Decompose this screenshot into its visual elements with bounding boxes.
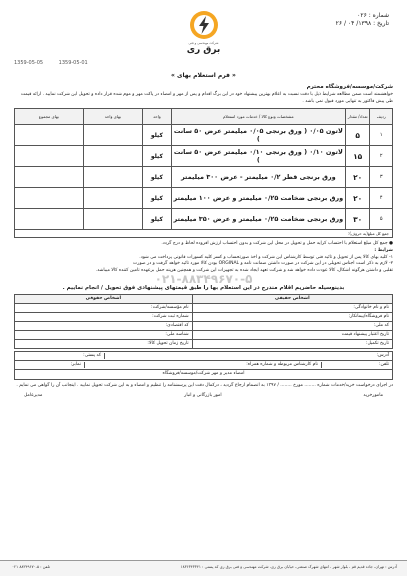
- vendor-signature-field[interactable]: امضاء مدیر و مهر شرکت/موسسه/فروشگاه: [162, 371, 245, 377]
- address-field[interactable]: آدرس:: [376, 352, 389, 358]
- signature-row: [15, 370, 392, 379]
- row-total-cell[interactable]: [15, 209, 84, 230]
- row-idx: ۲: [370, 146, 393, 167]
- row-price-cell[interactable]: [83, 167, 142, 188]
- row-total-cell[interactable]: [15, 146, 84, 167]
- table-row: [15, 312, 393, 321]
- info-field[interactable]: نام مؤسسه/شرکت:: [15, 303, 193, 312]
- row-unit: کیلو: [143, 188, 172, 209]
- row-unit: کیلو: [143, 146, 172, 167]
- row-unit: کیلو: [143, 209, 172, 230]
- row-idx: ۵: [370, 209, 393, 230]
- fax-field[interactable]: نمابر:: [15, 362, 85, 368]
- watermark-phone: ۰۲۱-۸۸۳۴۹۶۷۰-۵: [154, 271, 253, 286]
- addressee: شرکت/موسسه/فروشگاه محترم: [306, 83, 393, 90]
- table-row: [15, 339, 393, 348]
- items-header-row: [15, 109, 393, 125]
- col-real-persons: اشخاص حقیقی: [192, 294, 392, 303]
- row-desc: لاتون ۰/۰۵ ( ورق برنجی ۰/۰۵ میلیمتر عرض ۵۰ سانت ): [171, 125, 345, 146]
- tel-field[interactable]: تلفن:: [379, 361, 389, 367]
- note-line: ۱- کلیه بهای کالا پس از تحویل و تائید فنی توسط کارشناس این شرکت و اخذ صورتحساب و کسر کلیه کسورات قانونی پرداخت می شود.: [139, 254, 393, 260]
- table-row: [15, 125, 393, 146]
- referral-note: در اجرای درخواست خرید/خدمات شماره ........ مورخ ........ / ۱۳۹۷ به انضمام ارجاع گردید ، درکمال دقت این پرسشنامه را تنظیم و امضاء و به این شرکت تحویل نمایید . اینجانب آن را گواهی می نمایم .: [16, 382, 393, 388]
- info-field[interactable]: نام و نام خانوادگی:: [192, 303, 392, 312]
- header-price: بهای واحد: [83, 109, 142, 125]
- row-unit: کیلو: [143, 167, 172, 188]
- registration-info: [336, 12, 389, 28]
- info-header-row: [15, 294, 393, 303]
- vendor-info-table: [14, 294, 393, 349]
- lightning-logo-icon: [189, 10, 219, 40]
- letter-date: تاریخ : ۱۳۹۸/ ۰۴ / ۲۶: [335, 20, 389, 27]
- row-idx: ۱: [370, 125, 393, 146]
- logo-caption: شرکت مهندسی و فنی: [188, 41, 219, 45]
- row-qty: ۲۰: [345, 188, 370, 209]
- row-idx: ۳: [370, 167, 393, 188]
- footer-address: آدرس : تهران، جاده قدیم قم ، بلوار شهر ، انتهای شهرک صنعتی، خیابان برق ری، شرکت مهندسی و فنی برق ری کد پستی : ۱۸۳۶۳۴۳۳۴۱: [180, 564, 397, 569]
- table-row: [15, 209, 393, 230]
- table-row: [15, 321, 393, 330]
- page-footer: [0, 560, 407, 576]
- ceo-signature: مدیرعامل: [24, 393, 43, 399]
- footer-tel: تلفن : ۵-۸۸۳۴۹۶۷۰ ۰۲۱: [12, 564, 50, 569]
- info-field[interactable]: تاریخ اعتبار پیشنهاد قیمت: [192, 330, 392, 339]
- row-idx: ۴: [370, 188, 393, 209]
- note-line: شرایط :: [374, 248, 393, 254]
- items-table: [14, 108, 393, 238]
- buyer-signature: مامورخرید: [363, 393, 383, 399]
- intro-text: خواهشمند است ضمن مطالعه شرایط ذیل با دقت نسبت به اعلام بهترین پیشنهاد خود در این برگ اقدام و پس از مهر و امضاء در پاکت مهر و موم شده قرار داده و تحویل این شرکت نمایید . ارائه قیمت طی پیش فاکتور به تنهایی مورد قبول نمی باشد .: [20, 92, 393, 104]
- info-field[interactable]: کد ملی:: [192, 321, 392, 330]
- note-line: ● جمع کل مبلغ استعلام با احتساب کرایه حمل و تحویل در محل این شرکت و بدون احتساب ارزش افزوده لحاظ و درج گردد.: [161, 241, 393, 247]
- row-price-cell[interactable]: [83, 209, 142, 230]
- row-qty: ۵: [345, 125, 370, 146]
- company-logo: [164, 10, 244, 56]
- row-total-cell[interactable]: [15, 167, 84, 188]
- signatures: [14, 393, 393, 399]
- row-total-cell[interactable]: [15, 188, 84, 209]
- table-row: [15, 167, 393, 188]
- row-qty: ۲۰: [345, 167, 370, 188]
- sum-words[interactable]: جمع کل مبلغ(به حروف):: [15, 230, 393, 238]
- info-field[interactable]: شماره ثبت شرکت:: [15, 312, 193, 321]
- header-desc: مشخصات ونوع کالا / خدمات مورد استعلام: [171, 109, 345, 125]
- form-title: « فرم استعلام بهای »: [171, 72, 236, 79]
- row-total-cell[interactable]: [15, 125, 84, 146]
- address-row: [15, 352, 392, 361]
- commitment-statement: بدینوسیله حاضریم اقلام مندرج در این استعلام بها را طبق قیمتهای پیشنهادی فوق تحویل / انجام نماییم .: [62, 284, 345, 291]
- row-qty: ۱۵: [345, 146, 370, 167]
- sum-row: [15, 230, 393, 238]
- row-price-cell[interactable]: [83, 188, 142, 209]
- postal-code-field[interactable]: کد پستی:: [15, 353, 105, 359]
- header-unit: واحد: [143, 109, 172, 125]
- address-block: [14, 351, 393, 380]
- letter-number: شماره : ۰۲۶: [357, 12, 389, 19]
- header-idx: ردیف: [370, 109, 393, 125]
- stamp-dates: [14, 60, 102, 66]
- info-field[interactable]: نام فروشگاه/پیمانکار:: [192, 312, 392, 321]
- stamp-date-left: 1359-05-05: [14, 60, 44, 66]
- row-desc: ورق برنجی ضخامت ۰/۲۵ میلیمتر و عرض ۱۰۰ میلیمتر: [171, 188, 345, 209]
- agent-field[interactable]: نام کارشناس مربوطه و شماره همراه:: [85, 362, 322, 368]
- contact-row: [15, 361, 392, 370]
- header-total: بهای مجموع: [15, 109, 84, 125]
- row-desc: ورق برنجی ضخامت ۰/۲۵ میلیمتر و عرض ۳۵۰ میلیمتر: [171, 209, 345, 230]
- row-desc: ورق برنجی قطر ۰/۲ میلیمتر - عرض ۳۰۰ میلیمتر: [171, 167, 345, 188]
- stamp-date-right: 1359-05-01: [58, 60, 88, 66]
- row-unit: کیلو: [143, 125, 172, 146]
- commerce-signature: امور بازرگانی و انبار: [184, 393, 222, 399]
- col-legal-persons: اشخاص حقوقی: [15, 294, 193, 303]
- info-field[interactable]: کد اقتصادی:: [15, 321, 193, 330]
- table-row: [15, 146, 393, 167]
- row-price-cell[interactable]: [83, 146, 142, 167]
- table-row: [15, 303, 393, 312]
- info-field[interactable]: تاریخ زمان تحویل کالا:: [15, 339, 193, 348]
- note-line: ۲- لازم به ذکر است اجناس تحویلی در این شرکت در صورت داشتن ضمانت نامه و ORGINAL بودن کالا مورد تائید خواهد گرفت و در صورت: [133, 261, 393, 267]
- letter-header: [14, 10, 393, 68]
- info-field[interactable]: تاریخ تکمیل:: [192, 339, 392, 348]
- table-row: [15, 330, 393, 339]
- row-desc: لاتون ۰/۱۰ ( ورق برنجی ۰/۱۰ میلیمتر عرض ۵۰ سانت ): [171, 146, 345, 167]
- row-qty: ۳۰: [345, 209, 370, 230]
- brand-name: برق ری: [186, 45, 221, 55]
- header-qty: تعداد/ مقدار: [345, 109, 370, 125]
- table-row: [15, 188, 393, 209]
- info-field[interactable]: شناسه ملی:: [15, 330, 193, 339]
- conditions-notes: [14, 241, 393, 275]
- note-line: تقلبی و داشتن هرگونه اشکال، کالا عودت داده خواهد شد و شرکت تعهد ایجاد شده به تجهیزات این شرکت و همچنین هزینه حمل برعهده تامین کننده کالا میباشد.: [95, 268, 393, 274]
- row-price-cell[interactable]: [83, 125, 142, 146]
